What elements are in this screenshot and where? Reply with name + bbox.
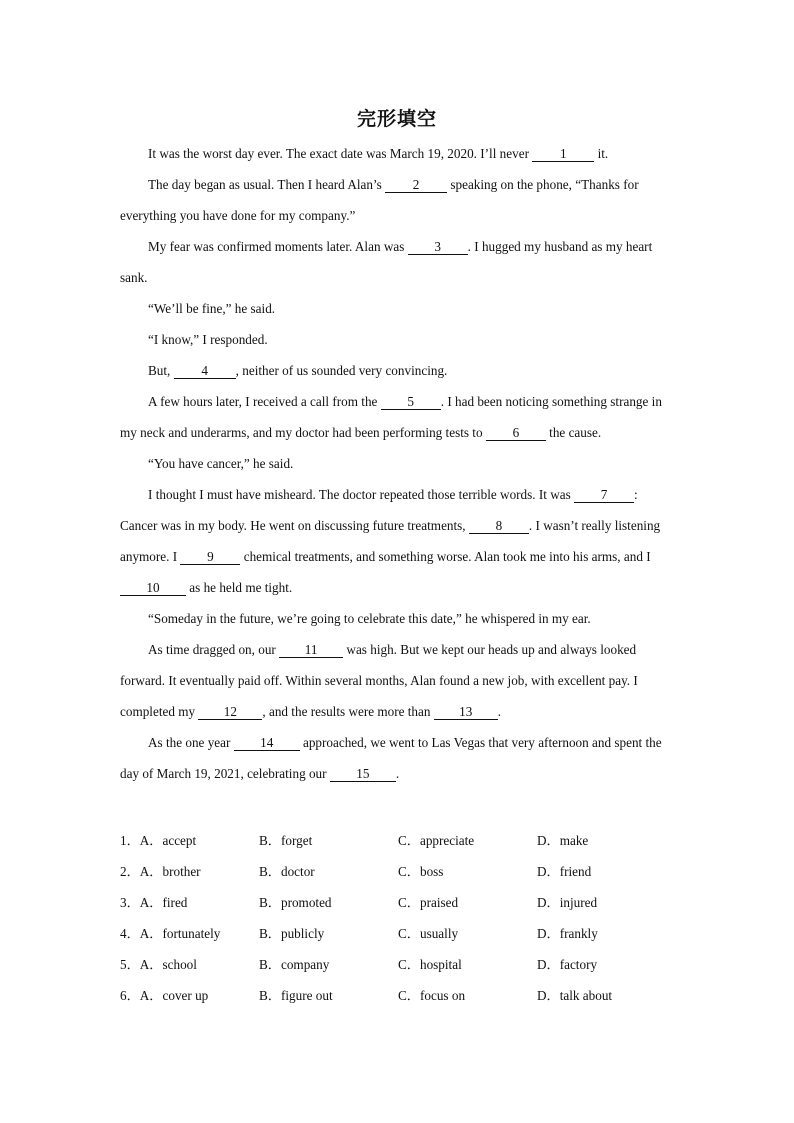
blank-11: 11 [279, 642, 343, 658]
passage-text: . [497, 704, 502, 719]
question-row [120, 887, 680, 918]
blank-15: 15 [330, 766, 396, 782]
option-b: B．publicly [259, 926, 325, 941]
option-a: 1．A．accept [120, 833, 197, 848]
option-a: 5．A．school [120, 957, 197, 972]
question-row [120, 980, 680, 1011]
passage-text: It was the worst day ever. The exact date was March 19, 2020. I’ll never [148, 146, 533, 161]
option-d: D．factory [537, 957, 598, 972]
blank-6: 6 [486, 425, 546, 441]
option-a: 6．A．cover up [120, 988, 209, 1003]
option-d: D．talk about [537, 988, 613, 1003]
option-b: B．figure out [259, 988, 333, 1003]
passage-text: . I had been noticing something strange in my neck and underarms, and my doctor had been performing tests to [120, 394, 662, 440]
passage-text: A few hours later, I received a call from the [148, 394, 381, 409]
paragraph-12 [120, 727, 672, 789]
option-d: D．friend [537, 864, 592, 879]
question-row [120, 949, 680, 980]
passage-text: “You have cancer,” he said. [148, 456, 294, 471]
passage-text: “Someday in the future, we’re going to celebrate this date,” he whispered in my ear. [148, 611, 591, 626]
blank-7: 7 [574, 487, 634, 503]
paragraph-7 [120, 386, 672, 448]
passage-text: . I wasn’t really listening anymore. I [120, 518, 661, 564]
option-c: C．focus on [398, 988, 466, 1003]
page-title: 完形填空 [356, 108, 437, 130]
blank-8: 8 [469, 518, 529, 534]
option-c: C．boss [398, 864, 444, 879]
question-row [120, 918, 680, 949]
question-row [120, 856, 680, 887]
answer-options [120, 825, 680, 1011]
option-a: 2．A．brother [120, 864, 201, 879]
option-c: C．appreciate [398, 833, 475, 848]
paragraph-9 [120, 479, 672, 603]
option-b: B．forget [259, 833, 313, 848]
passage-text: it. [594, 146, 609, 161]
passage-text: But, [148, 363, 174, 378]
option-b: B．doctor [259, 864, 315, 879]
option-d: D．injured [537, 895, 598, 910]
passage-text: , neither of us sounded very convincing. [235, 363, 448, 378]
blank-3: 3 [408, 239, 468, 255]
blank-10: 10 [120, 580, 186, 596]
blank-14: 14 [234, 735, 300, 751]
passage-text: As the one year [148, 735, 234, 750]
passage-text: . I hugged my husband as my heart sank. [120, 239, 653, 285]
option-c: C．praised [398, 895, 459, 910]
blank-1: 1 [532, 146, 594, 162]
paragraph-5 [120, 324, 672, 355]
blank-12: 12 [198, 704, 262, 720]
blank-2: 2 [385, 177, 447, 193]
blank-4: 4 [174, 363, 236, 379]
paragraph-11 [120, 634, 672, 727]
passage-text: “We’ll be fine,” he said. [148, 301, 276, 316]
option-b: B．company [259, 957, 330, 972]
paragraph-8 [120, 448, 672, 479]
paragraph-6 [120, 355, 672, 386]
paragraph-3 [120, 231, 672, 293]
passage-text: , and the results were more than [262, 704, 434, 719]
blank-5: 5 [381, 394, 441, 410]
passage-text: I thought I must have misheard. The doctor repeated those terrible words. It was [148, 487, 575, 502]
passage-text: was high. But we kept our heads up and always looked forward. It eventually paid off. Within several months, Alan found a new job, with excellent pay. I completed my [120, 642, 638, 719]
passage-text: The day began as usual. Then I heard Alan’s [148, 177, 386, 192]
option-c: C．usually [398, 926, 459, 941]
option-d: D．make [537, 833, 589, 848]
option-c: C．hospital [398, 957, 462, 972]
paragraph-1 [120, 138, 672, 169]
passage [120, 138, 672, 789]
paragraph-10 [120, 603, 672, 634]
option-b: B．promoted [259, 895, 332, 910]
paragraph-2 [120, 169, 672, 231]
blank-13: 13 [434, 704, 498, 720]
passage-text: “I know,” I responded. [148, 332, 268, 347]
option-d: D．frankly [537, 926, 598, 941]
option-a: 4．A．fortunately [120, 926, 221, 941]
question-row [120, 825, 680, 856]
passage-text: . [395, 766, 400, 781]
option-a: 3．A．fired [120, 895, 188, 910]
passage-text: My fear was confirmed moments later. Alan was [148, 239, 408, 254]
paragraph-4 [120, 293, 672, 324]
passage-text: : Cancer was in my body. He went on discussing future treatments, [120, 487, 638, 533]
passage-text: the cause. [545, 425, 602, 440]
passage-text: chemical treatments, and something worse. Alan took me into his arms, and I [240, 549, 651, 564]
passage-text: as he held me tight. [186, 580, 293, 595]
passage-text: As time dragged on, our [148, 642, 280, 657]
blank-9: 9 [180, 549, 240, 565]
passage-text: speaking on the phone, “Thanks for everything you have done for my company.” [120, 177, 639, 223]
passage-text: approached, we went to Las Vegas that very afternoon and spent the day of March 19, 2021, celebrating our [120, 735, 662, 781]
